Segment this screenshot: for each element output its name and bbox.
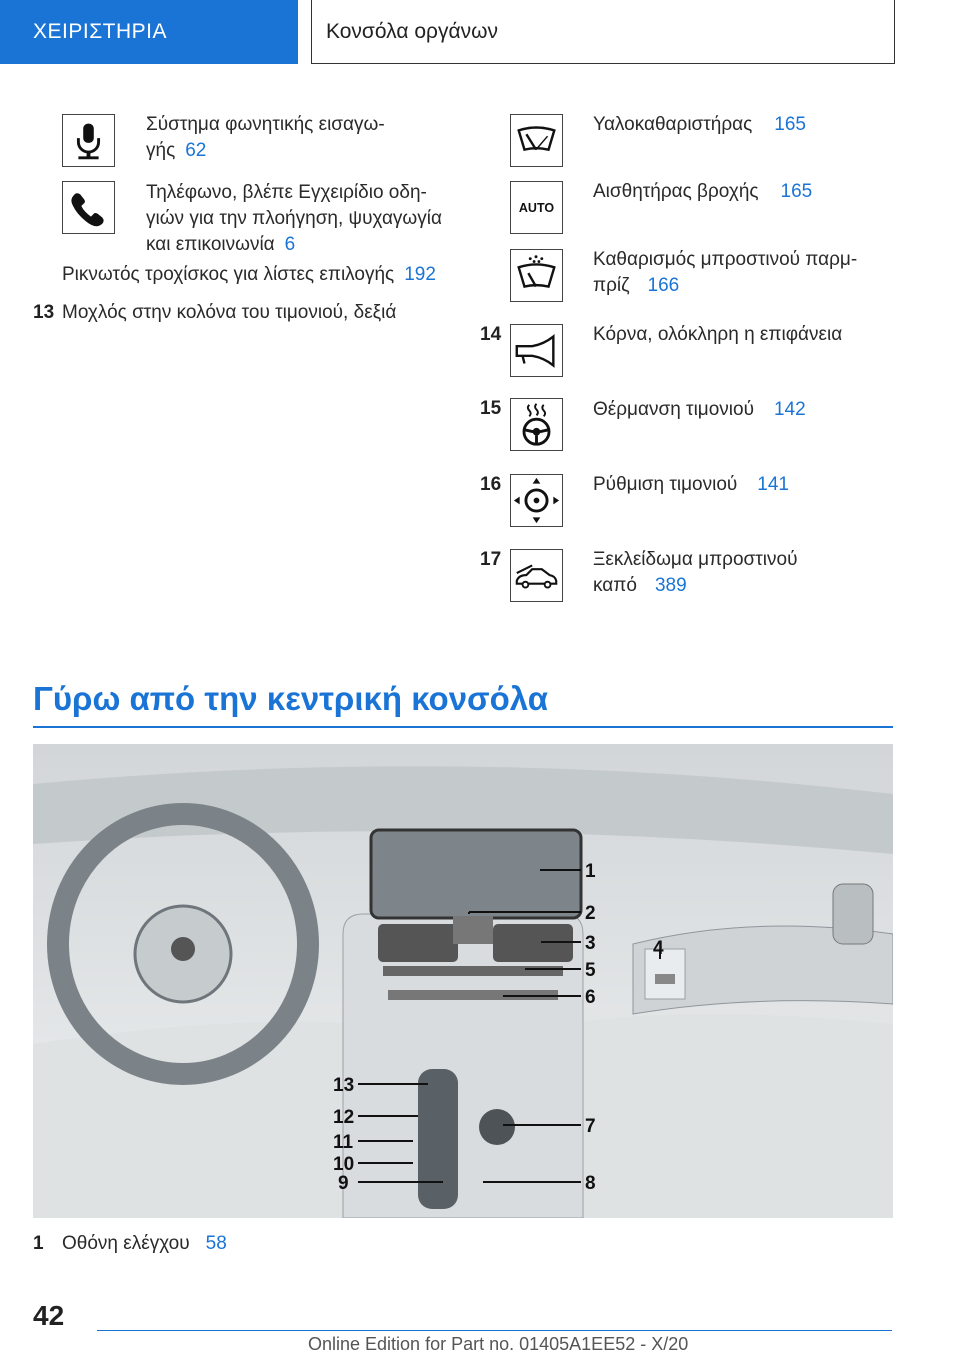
callout-8: 8 [585, 1173, 596, 1194]
item-number: 15 [480, 398, 502, 419]
list-item: Υαλοκαθαριστήρας 165 [593, 114, 806, 135]
callout-2: 2 [585, 903, 596, 924]
list-item: Τηλέφωνο, βλέπε Εγχειρίδιο οδη- γιών για την πλοήγηση, ψυχαγωγία και επικοινωνία 6 [146, 182, 442, 255]
horn-icon [510, 324, 563, 377]
list-item: Αισθητήρας βροχής 165 [593, 181, 813, 202]
item-number: 14 [480, 324, 502, 345]
callout-6: 6 [585, 987, 596, 1008]
item-number: 16 [480, 474, 502, 495]
page-title: Κονσόλα οργάνων [311, 0, 895, 64]
list-item: Ρικνωτός τροχίσκος για λίστες επιλογής 192 [62, 264, 436, 285]
page-link[interactable]: 165 [780, 181, 813, 202]
page-link[interactable]: 141 [757, 474, 789, 495]
callout-9: 9 [338, 1173, 349, 1194]
page-link[interactable]: 58 [205, 1233, 227, 1254]
callout-7: 7 [585, 1116, 596, 1137]
page-number: 42 [33, 1300, 65, 1331]
page-link[interactable]: 142 [773, 399, 806, 420]
list-item: Σύστημα φωνητικής εισαγω- γής 62 [146, 114, 385, 161]
list-item: Οθόνη ελέγχου 58 [62, 1233, 227, 1254]
list-item: Κόρνα, ολόκληρη η επιφάνεια [593, 324, 843, 345]
page-link[interactable]: 6 [284, 234, 296, 255]
steering-adjust-icon [510, 474, 563, 527]
auto-icon-text: AUTO [518, 200, 555, 215]
callout-5: 5 [585, 960, 596, 981]
callout-3: 3 [585, 933, 596, 954]
page-link[interactable]: 389 [654, 575, 687, 596]
phone-icon [62, 181, 115, 234]
footer-edition: Online Edition for Part no. 01405A1EE52 - X/20 [308, 1334, 689, 1354]
callout-13: 13 [333, 1075, 355, 1096]
callout-11: 11 [333, 1132, 354, 1153]
page-link[interactable]: 192 [404, 264, 436, 285]
hood-release-icon [510, 549, 563, 602]
callout-12: 12 [333, 1107, 355, 1128]
list-item: Θέρμανση τιμονιού 142 [593, 399, 806, 420]
list-item: Καθαρισμός μπροστινού παρμ- πρίζ 166 [593, 249, 858, 296]
center-console-photo [33, 744, 893, 1218]
section-divider [33, 726, 893, 728]
wiper-icon [510, 114, 563, 167]
auto-icon [510, 181, 563, 234]
washer-icon [510, 249, 563, 302]
microphone-icon [62, 114, 115, 167]
page-link[interactable]: 166 [647, 275, 680, 296]
callout-4: 4 [653, 938, 664, 959]
steering-heat-icon [510, 398, 563, 451]
item-number: 1 [33, 1233, 44, 1254]
list-item: Ξεκλείδωμα μπροστινού καπό 389 [593, 549, 798, 596]
section-title: Γύρω από την κεντρική κονσόλα [33, 680, 549, 717]
section-header: ΧΕΙΡΙΣΤΗΡΙΑ [0, 0, 298, 64]
callout-10: 10 [333, 1154, 355, 1175]
page-link[interactable]: 165 [774, 114, 806, 135]
item-number: 17 [480, 549, 502, 570]
list-item: Ρύθμιση τιμονιού 141 [593, 474, 789, 495]
callout-1: 1 [585, 861, 596, 882]
page-link[interactable]: 62 [185, 140, 207, 161]
footer-divider [97, 1330, 892, 1331]
item-number: 13 [33, 302, 55, 323]
list-item: Μοχλός στην κολόνα του τιμονιού, δεξιά [62, 302, 397, 323]
